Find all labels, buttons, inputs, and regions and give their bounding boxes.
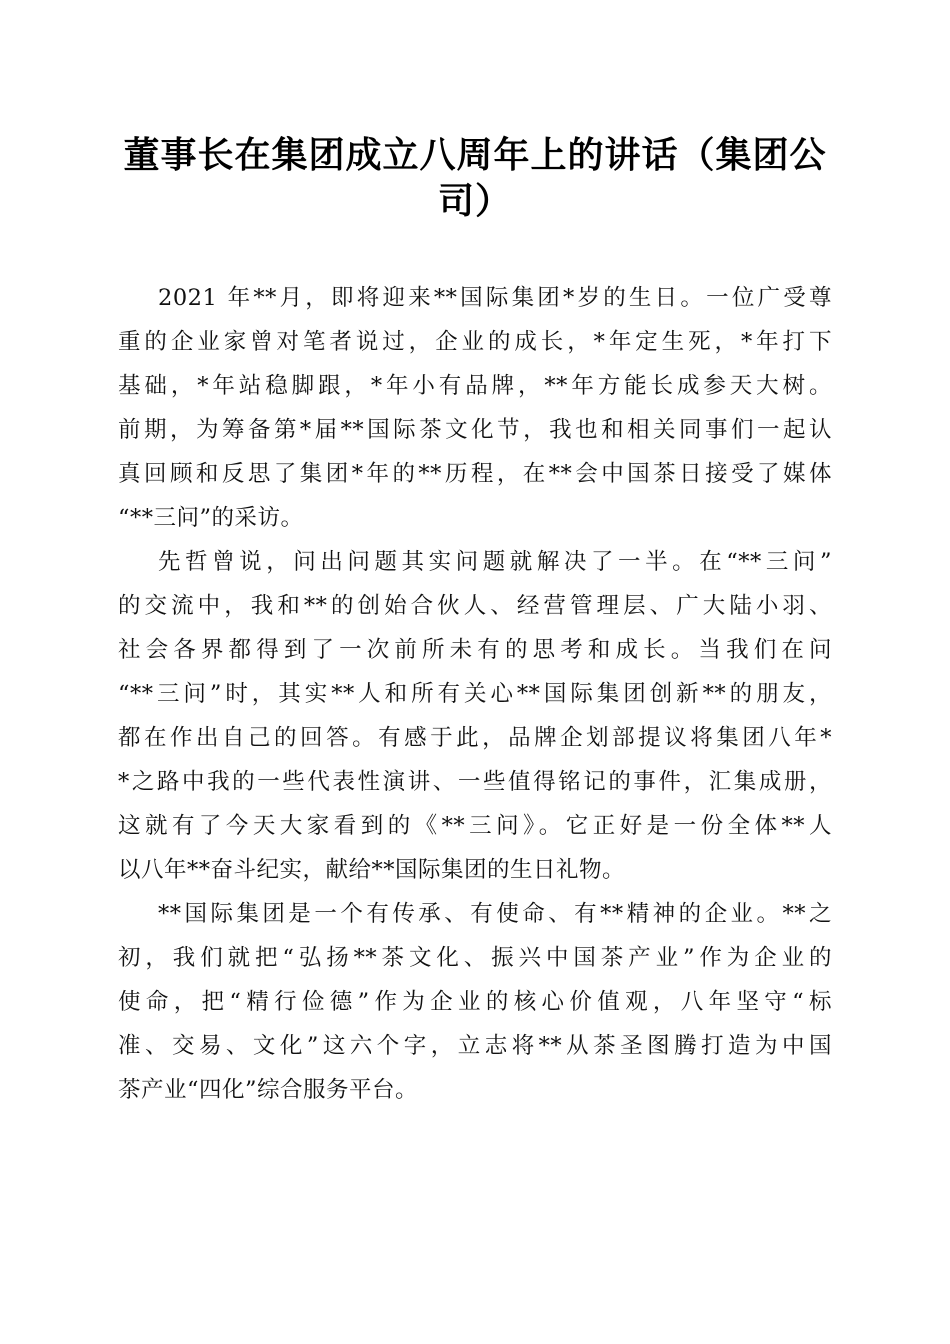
paragraph-line: 使命，把“精行俭德”作为企业的核心价值观，八年坚守“标 bbox=[118, 989, 832, 1015]
paragraph-line: 初，我们就把“弘扬**茶文化、振兴中国茶产业”作为企业的 bbox=[118, 945, 832, 971]
document-body bbox=[118, 276, 832, 1112]
document-title bbox=[118, 132, 832, 224]
paragraph-line: *之路中我的一些代表性演讲、一些值得铭记的事件，汇集成册， bbox=[118, 769, 832, 795]
paragraph-line: 社会各界都得到了一次前所未有的思考和成长。当我们在问 bbox=[118, 637, 832, 663]
paragraph-line: 都在作出自己的回答。有感于此，品牌企划部提议将集团八年* bbox=[118, 725, 832, 751]
title-line-1: 董事长在集团成立八周年上的讲话（集团公 bbox=[123, 134, 827, 176]
paragraph-line: **国际集团是一个有传承、有使命、有**精神的企业。**之 bbox=[158, 901, 832, 927]
paragraph-2 bbox=[118, 540, 832, 892]
paragraph-3 bbox=[118, 892, 832, 1112]
paragraph-line: “**三问”时，其实**人和所有关心**国际集团创新**的朋友， bbox=[118, 681, 832, 707]
paragraph-line: 的交流中，我和**的创始合伙人、经营管理层、广大陆小羽、 bbox=[118, 593, 832, 619]
paragraph-line: “**三问”的采访。 bbox=[118, 505, 304, 531]
paragraph-line: 这就有了今天大家看到的《**三问》。它正好是一份全体**人 bbox=[118, 813, 832, 839]
paragraph-line: 真回顾和反思了集团*年的**历程，在**会中国茶日接受了媒体 bbox=[118, 461, 832, 487]
paragraph-line: 准、交易、文化”这六个字，立志将**从茶圣图腾打造为中国 bbox=[118, 1033, 832, 1059]
paragraph-1 bbox=[118, 276, 832, 540]
paragraph-line: 先哲曾说，问出问题其实问题就解决了一半。在“**三问” bbox=[158, 549, 832, 575]
paragraph-line: 以八年**奋斗纪实，献给**国际集团的生日礼物。 bbox=[118, 857, 626, 883]
paragraph-line: 基础，*年站稳脚跟，*年小有品牌，**年方能长成参天大树。 bbox=[118, 373, 832, 399]
paragraph-line: 2021 年**月，即将迎来**国际集团*岁的生日。一位广受尊 bbox=[158, 285, 832, 311]
title-line-2: 司） bbox=[437, 180, 512, 222]
paragraph-line: 重的企业家曾对笔者说过，企业的成长，*年定生死，*年打下 bbox=[118, 329, 832, 355]
paragraph-line: 茶产业“四化”综合服务平台。 bbox=[118, 1077, 419, 1103]
paragraph-line: 前期，为筹备第*届**国际茶文化节，我也和相关同事们一起认 bbox=[118, 417, 832, 443]
